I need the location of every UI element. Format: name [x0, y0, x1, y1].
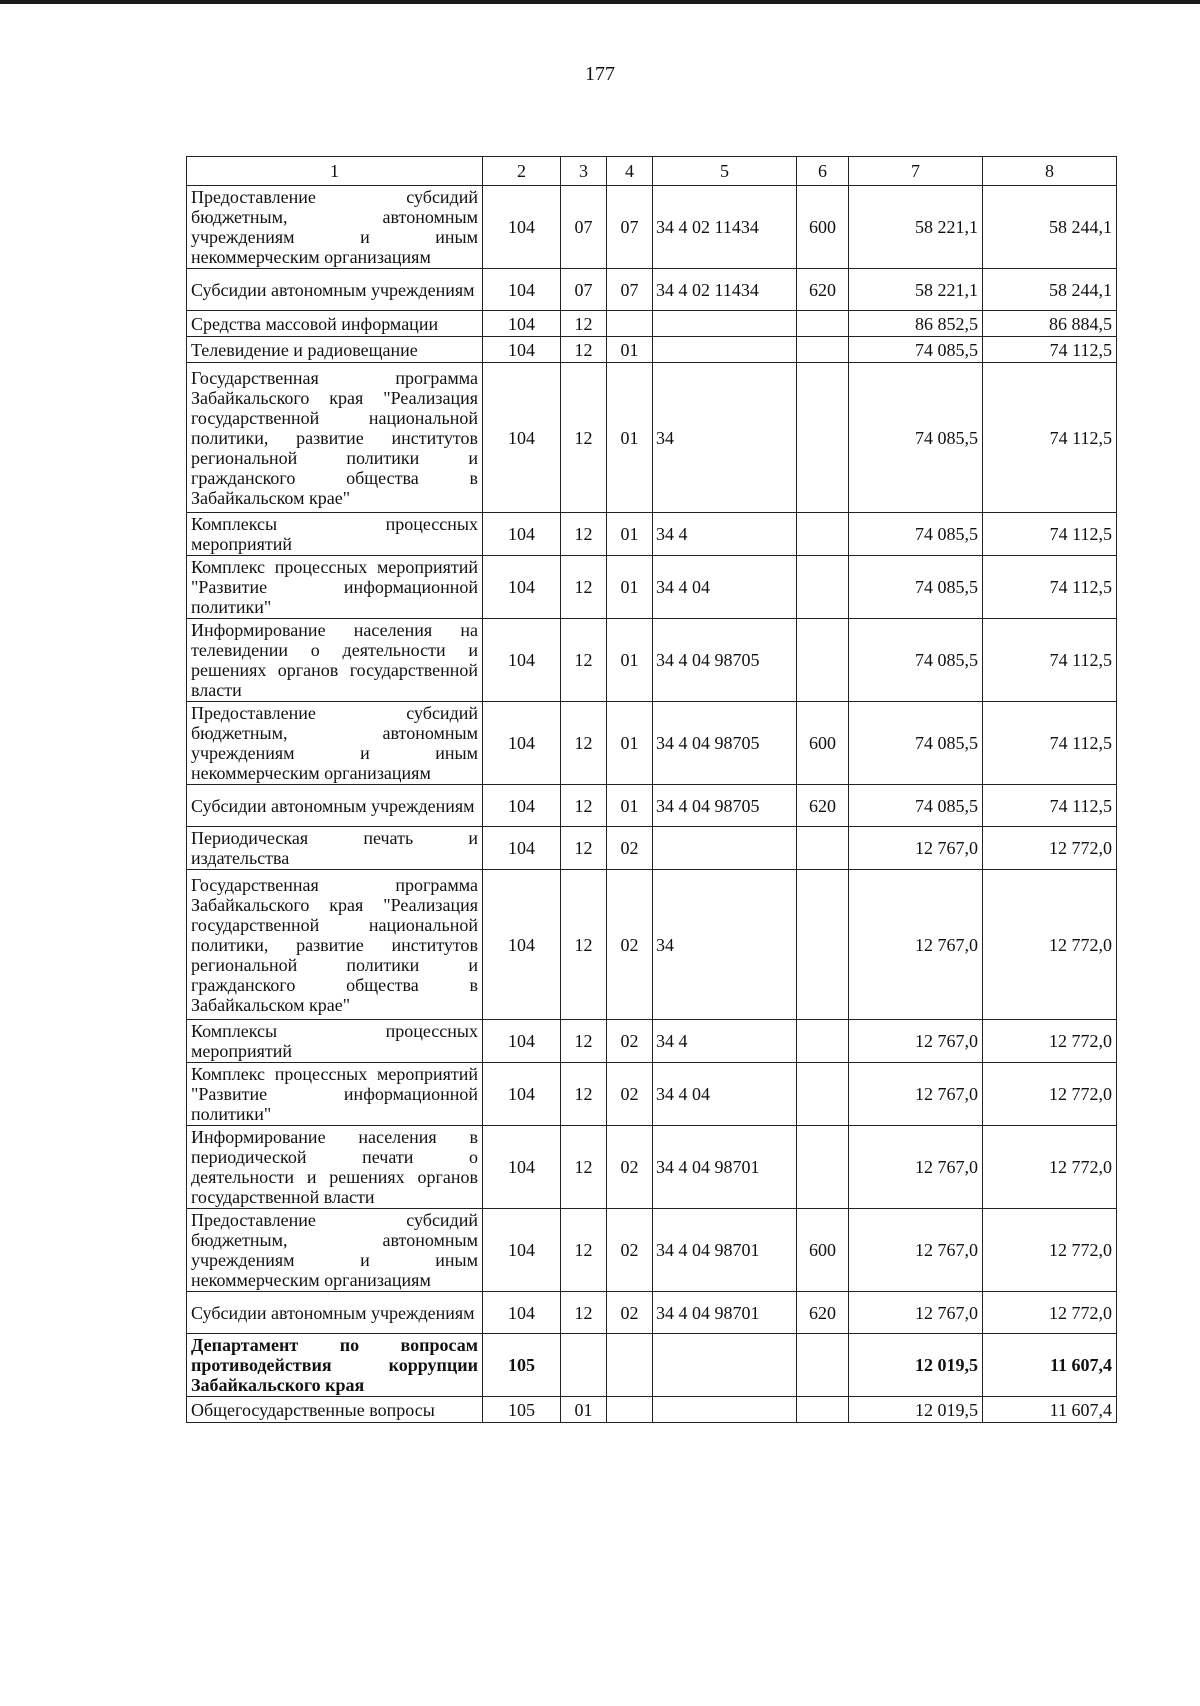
budget-table	[186, 156, 1117, 1423]
table-row	[187, 870, 1117, 1020]
row-code-expense-type	[797, 513, 849, 556]
row-code-expense-type	[797, 1063, 849, 1126]
row-code-subsection: 02	[607, 1020, 653, 1063]
row-code-admin: 104	[483, 1063, 561, 1126]
row-code-target: 34 4	[653, 1020, 797, 1063]
row-code-target	[653, 311, 797, 337]
top-border-rule	[0, 0, 1200, 4]
row-amount-year1: 74 085,5	[849, 337, 983, 363]
row-amount-year2: 86 884,5	[983, 311, 1117, 337]
row-code-expense-type	[797, 1126, 849, 1209]
table-row	[187, 702, 1117, 785]
table-row	[187, 1397, 1117, 1423]
row-code-target: 34 4 04 98701	[653, 1292, 797, 1334]
table-row	[187, 785, 1117, 827]
row-amount-year1: 74 085,5	[849, 702, 983, 785]
row-code-expense-type: 620	[797, 1292, 849, 1334]
table-row	[187, 1292, 1117, 1334]
header-col-8: 8	[983, 157, 1117, 186]
row-code-target: 34 4 02 11434	[653, 269, 797, 311]
row-code-section: 12	[561, 785, 607, 827]
row-code-admin: 104	[483, 363, 561, 513]
table-row	[187, 827, 1117, 870]
row-code-admin: 104	[483, 186, 561, 269]
table-row	[187, 311, 1117, 337]
row-code-subsection: 01	[607, 702, 653, 785]
row-code-expense-type	[797, 619, 849, 702]
table-body	[187, 186, 1117, 1423]
table-row	[187, 337, 1117, 363]
row-amount-year1: 12 767,0	[849, 1063, 983, 1126]
table-row	[187, 1209, 1117, 1292]
row-amount-year2: 74 112,5	[983, 619, 1117, 702]
row-code-admin: 104	[483, 337, 561, 363]
row-amount-year2: 12 772,0	[983, 827, 1117, 870]
row-amount-year1: 12 767,0	[849, 827, 983, 870]
row-code-expense-type	[797, 556, 849, 619]
row-amount-year2: 12 772,0	[983, 1209, 1117, 1292]
row-amount-year1: 12 767,0	[849, 870, 983, 1020]
table-row	[187, 556, 1117, 619]
row-code-expense-type	[797, 337, 849, 363]
row-code-admin: 104	[483, 1020, 561, 1063]
row-amount-year1: 74 085,5	[849, 513, 983, 556]
row-code-section: 12	[561, 1292, 607, 1334]
row-name: Средства массовой информации	[187, 311, 483, 337]
row-name: Телевидение и радиовещание	[187, 337, 483, 363]
row-code-subsection	[607, 1334, 653, 1397]
row-name: Государственная программа Забайкальского края "Реализация государственной национальной политики, развитие институтов региональной политики и гражданского общества в Забайкальском крае"	[187, 870, 483, 1020]
row-code-section: 12	[561, 619, 607, 702]
row-code-target: 34 4 04	[653, 1063, 797, 1126]
row-amount-year1: 58 221,1	[849, 269, 983, 311]
table-row	[187, 513, 1117, 556]
row-code-subsection: 02	[607, 1063, 653, 1126]
row-code-target: 34 4 04 98701	[653, 1126, 797, 1209]
table-row	[187, 186, 1117, 269]
row-code-subsection: 02	[607, 1209, 653, 1292]
row-amount-year1: 86 852,5	[849, 311, 983, 337]
row-code-subsection: 01	[607, 619, 653, 702]
row-code-section: 12	[561, 363, 607, 513]
row-amount-year2: 58 244,1	[983, 269, 1117, 311]
row-amount-year1: 12 767,0	[849, 1126, 983, 1209]
row-code-subsection: 02	[607, 827, 653, 870]
row-amount-year2: 74 112,5	[983, 337, 1117, 363]
row-amount-year1: 74 085,5	[849, 785, 983, 827]
row-code-target	[653, 1397, 797, 1423]
row-code-section: 07	[561, 186, 607, 269]
row-code-admin: 104	[483, 870, 561, 1020]
row-name: Департамент по вопросам противодействия коррупции Забайкальского края	[187, 1334, 483, 1397]
row-amount-year1: 12 019,5	[849, 1334, 983, 1397]
row-code-section: 12	[561, 556, 607, 619]
row-name: Комплекс процессных мероприятий "Развитие информационной политики"	[187, 556, 483, 619]
row-code-section: 12	[561, 1063, 607, 1126]
row-code-target: 34 4 04 98705	[653, 702, 797, 785]
row-code-target: 34 4 04 98705	[653, 785, 797, 827]
table-row	[187, 1334, 1117, 1397]
row-code-subsection: 07	[607, 186, 653, 269]
row-code-subsection: 02	[607, 1126, 653, 1209]
row-code-expense-type: 600	[797, 186, 849, 269]
row-code-expense-type	[797, 827, 849, 870]
row-code-admin: 104	[483, 1292, 561, 1334]
row-name: Субсидии автономным учреждениям	[187, 269, 483, 311]
row-amount-year2: 74 112,5	[983, 556, 1117, 619]
row-code-admin: 104	[483, 556, 561, 619]
row-name: Информирование населения на телевидении о деятельности и решениях органов государственной власти	[187, 619, 483, 702]
row-code-expense-type	[797, 363, 849, 513]
header-col-7: 7	[849, 157, 983, 186]
row-code-section: 12	[561, 337, 607, 363]
row-code-section: 12	[561, 702, 607, 785]
row-amount-year2: 74 112,5	[983, 702, 1117, 785]
row-code-section	[561, 1334, 607, 1397]
row-amount-year1: 58 221,1	[849, 186, 983, 269]
header-col-3: 3	[561, 157, 607, 186]
row-amount-year1: 12 767,0	[849, 1020, 983, 1063]
row-amount-year1: 74 085,5	[849, 556, 983, 619]
row-code-target: 34	[653, 870, 797, 1020]
row-code-target	[653, 1334, 797, 1397]
row-amount-year1: 12 767,0	[849, 1209, 983, 1292]
row-code-admin: 104	[483, 513, 561, 556]
header-col-1: 1	[187, 157, 483, 186]
table-row	[187, 1063, 1117, 1126]
row-name: Предоставление субсидий бюджетным, автономным учреждениям и иным некоммерческим организациям	[187, 1209, 483, 1292]
row-code-admin: 104	[483, 311, 561, 337]
row-code-subsection: 01	[607, 337, 653, 363]
row-amount-year2: 74 112,5	[983, 513, 1117, 556]
row-name: Государственная программа Забайкальского края "Реализация государственной национальной политики, развитие институтов региональной политики и гражданского общества в Забайкальском крае"	[187, 363, 483, 513]
row-name: Комплекс процессных мероприятий "Развитие информационной политики"	[187, 1063, 483, 1126]
row-code-subsection: 01	[607, 363, 653, 513]
row-amount-year2: 12 772,0	[983, 870, 1117, 1020]
table-row	[187, 1126, 1117, 1209]
row-code-section: 01	[561, 1397, 607, 1423]
row-code-target: 34 4	[653, 513, 797, 556]
row-code-section: 12	[561, 870, 607, 1020]
row-amount-year2: 74 112,5	[983, 785, 1117, 827]
row-code-target: 34 4 02 11434	[653, 186, 797, 269]
row-name: Субсидии автономным учреждениям	[187, 785, 483, 827]
row-code-admin: 105	[483, 1397, 561, 1423]
row-name: Предоставление субсидий бюджетным, автономным учреждениям и иным некоммерческим организациям	[187, 702, 483, 785]
row-amount-year2: 74 112,5	[983, 363, 1117, 513]
row-code-section: 12	[561, 513, 607, 556]
row-amount-year2: 11 607,4	[983, 1334, 1117, 1397]
row-code-subsection	[607, 311, 653, 337]
row-code-section: 12	[561, 1126, 607, 1209]
row-code-admin: 104	[483, 785, 561, 827]
row-amount-year2: 12 772,0	[983, 1292, 1117, 1334]
row-code-expense-type	[797, 1334, 849, 1397]
row-code-admin: 104	[483, 827, 561, 870]
row-code-expense-type: 600	[797, 702, 849, 785]
page-number: 177	[585, 63, 615, 85]
header-col-4: 4	[607, 157, 653, 186]
row-code-section: 07	[561, 269, 607, 311]
header-col-2: 2	[483, 157, 561, 186]
row-code-expense-type: 600	[797, 1209, 849, 1292]
header-col-6: 6	[797, 157, 849, 186]
row-name: Комплексы процессных мероприятий	[187, 513, 483, 556]
row-code-section: 12	[561, 1020, 607, 1063]
row-name: Периодическая печать и издательства	[187, 827, 483, 870]
row-code-subsection: 07	[607, 269, 653, 311]
row-name: Субсидии автономным учреждениям	[187, 1292, 483, 1334]
row-amount-year1: 12 767,0	[849, 1292, 983, 1334]
row-code-subsection: 02	[607, 1292, 653, 1334]
header-col-5: 5	[653, 157, 797, 186]
row-code-expense-type: 620	[797, 269, 849, 311]
row-code-target	[653, 827, 797, 870]
row-code-admin: 104	[483, 619, 561, 702]
row-code-subsection: 01	[607, 785, 653, 827]
table-row	[187, 1020, 1117, 1063]
row-code-expense-type	[797, 870, 849, 1020]
row-code-admin: 104	[483, 1126, 561, 1209]
row-code-admin: 105	[483, 1334, 561, 1397]
table-row	[187, 619, 1117, 702]
row-code-section: 12	[561, 827, 607, 870]
row-code-subsection	[607, 1397, 653, 1423]
row-code-subsection: 01	[607, 556, 653, 619]
row-amount-year1: 74 085,5	[849, 363, 983, 513]
row-code-target: 34 4 04	[653, 556, 797, 619]
row-code-target: 34	[653, 363, 797, 513]
row-name: Предоставление субсидий бюджетным, автономным учреждениям и иным некоммерческим организациям	[187, 186, 483, 269]
row-amount-year1: 74 085,5	[849, 619, 983, 702]
row-amount-year2: 58 244,1	[983, 186, 1117, 269]
row-code-target: 34 4 04 98705	[653, 619, 797, 702]
row-code-target: 34 4 04 98701	[653, 1209, 797, 1292]
row-code-admin: 104	[483, 269, 561, 311]
row-code-section: 12	[561, 311, 607, 337]
row-amount-year1: 12 019,5	[849, 1397, 983, 1423]
row-amount-year2: 12 772,0	[983, 1126, 1117, 1209]
row-code-target	[653, 337, 797, 363]
row-name: Общегосударственные вопросы	[187, 1397, 483, 1423]
row-amount-year2: 11 607,4	[983, 1397, 1117, 1423]
row-code-admin: 104	[483, 702, 561, 785]
row-code-admin: 104	[483, 1209, 561, 1292]
table-row	[187, 269, 1117, 311]
row-code-expense-type	[797, 1397, 849, 1423]
row-amount-year2: 12 772,0	[983, 1020, 1117, 1063]
row-name: Информирование населения в периодической печати о деятельности и решениях органов государственной власти	[187, 1126, 483, 1209]
row-code-expense-type	[797, 311, 849, 337]
row-code-subsection: 01	[607, 513, 653, 556]
table-header-row	[187, 157, 1117, 186]
table-row	[187, 363, 1117, 513]
row-code-subsection: 02	[607, 870, 653, 1020]
row-code-expense-type	[797, 1020, 849, 1063]
row-amount-year2: 12 772,0	[983, 1063, 1117, 1126]
row-code-section: 12	[561, 1209, 607, 1292]
row-code-expense-type: 620	[797, 785, 849, 827]
row-name: Комплексы процессных мероприятий	[187, 1020, 483, 1063]
